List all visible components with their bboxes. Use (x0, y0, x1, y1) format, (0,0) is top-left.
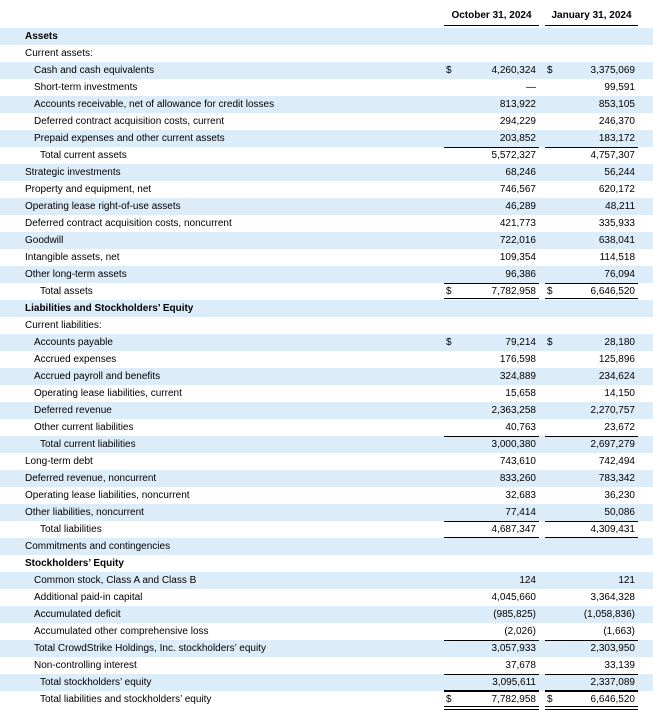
value-oct-2024: 176,598 (499, 354, 536, 365)
table-row (0, 487, 653, 504)
row-label: Non-controlling interest (34, 660, 137, 671)
table-row (0, 368, 653, 385)
value-oct-2024: 37,678 (505, 660, 536, 671)
value-jan-2024: 620,172 (598, 184, 635, 195)
value-jan-2024: (1,663) (603, 626, 635, 637)
value-jan-2024: 246,370 (598, 116, 635, 127)
row-label: Deferred revenue, noncurrent (25, 473, 157, 484)
value-oct-2024: 421,773 (499, 218, 536, 229)
value-oct-2024: 46,289 (505, 201, 536, 212)
table-row (0, 640, 653, 657)
row-label: Operating lease liabilities, current (34, 388, 182, 399)
value-jan-2024: 783,342 (598, 473, 635, 484)
table-row (0, 538, 653, 555)
row-label: Accrued expenses (34, 354, 117, 365)
table-row (0, 62, 653, 79)
value-jan-2024: 234,624 (598, 371, 635, 382)
row-label: Liabilities and Stockholders’ Equity (25, 303, 194, 314)
value-oct-2024: 32,683 (505, 490, 536, 501)
row-label: Total current assets (40, 150, 127, 161)
row-label: Short-term investments (34, 82, 138, 93)
table-row (0, 130, 653, 147)
row-label: Strategic investments (25, 167, 121, 178)
value-jan-2024: 33,139 (604, 660, 635, 671)
value-oct-2024: (2,026) (504, 626, 536, 637)
table-row (0, 198, 653, 215)
single-rule (444, 674, 539, 675)
row-label: Accumulated other comprehensive loss (34, 626, 209, 637)
value-jan-2024: 28,180 (604, 337, 635, 348)
value-oct-2024: 3,095,611 (492, 677, 536, 688)
row-label: Operating lease liabilities, noncurrent (25, 490, 190, 501)
value-jan-2024: 183,172 (598, 133, 635, 144)
value-oct-2024: 68,246 (505, 167, 536, 178)
row-label: Total assets (40, 286, 93, 297)
row-label: Operating lease right-of-use assets (25, 201, 181, 212)
row-label: Other liabilities, noncurrent (25, 507, 144, 518)
table-row (0, 351, 653, 368)
value-jan-2024: 3,364,328 (590, 592, 635, 603)
row-label: Other long-term assets (25, 269, 127, 280)
column-header-row (0, 6, 653, 28)
table-row (0, 28, 653, 45)
value-oct-2024: 4,260,324 (491, 65, 536, 76)
single-rule (545, 691, 638, 692)
value-jan-2024: 2,337,089 (590, 677, 635, 688)
table-row (0, 181, 653, 198)
value-oct-2024: — (526, 82, 536, 93)
currency-symbol: $ (547, 694, 553, 705)
value-oct-2024: 124 (519, 575, 536, 586)
single-rule (545, 436, 638, 437)
table-row (0, 45, 653, 62)
currency-symbol: $ (446, 337, 452, 348)
value-jan-2024: 4,757,307 (590, 150, 635, 161)
table-row (0, 79, 653, 96)
value-jan-2024: 56,244 (604, 167, 635, 178)
value-oct-2024: 4,045,660 (491, 592, 536, 603)
value-jan-2024: 48,211 (605, 201, 635, 212)
value-oct-2024: 7,782,958 (491, 286, 536, 297)
value-jan-2024: 36,230 (604, 490, 635, 501)
value-oct-2024: 746,567 (499, 184, 536, 195)
table-row (0, 215, 653, 232)
value-jan-2024: 121 (618, 575, 635, 586)
value-jan-2024: 99,591 (604, 82, 635, 93)
row-label: Prepaid expenses and other current assets (34, 133, 225, 144)
table-row (0, 691, 653, 708)
row-label: Common stock, Class A and Class B (34, 575, 197, 586)
table-row (0, 470, 653, 487)
row-label: Total liabilities and stockholders’ equity (40, 694, 212, 705)
value-oct-2024: 96,386 (505, 269, 536, 280)
value-jan-2024: 335,933 (598, 218, 635, 229)
row-label: Current assets: (25, 48, 93, 59)
row-label: Stockholders’ Equity (25, 558, 124, 569)
row-label: Deferred contract acquisition costs, current (34, 116, 225, 127)
value-oct-2024: (985,825) (493, 609, 536, 620)
currency-symbol: $ (547, 65, 553, 76)
row-label: Total liabilities (40, 524, 102, 535)
value-jan-2024: (1,058,836) (583, 609, 635, 620)
single-rule (545, 521, 638, 522)
column-header-jan-2024: January 31, 2024 (551, 10, 632, 21)
table-row (0, 453, 653, 470)
value-jan-2024: 125,896 (598, 354, 635, 365)
single-rule (545, 147, 638, 148)
table-row (0, 249, 653, 266)
value-jan-2024: 6,646,520 (590, 694, 635, 705)
value-oct-2024: 15,658 (505, 388, 536, 399)
table-row (0, 96, 653, 113)
value-jan-2024: 638,041 (598, 235, 635, 246)
value-oct-2024: 743,610 (499, 456, 536, 467)
row-label: Deferred contract acquisition costs, noncurrent (25, 218, 232, 229)
value-jan-2024: 14,150 (604, 388, 635, 399)
single-rule (444, 436, 539, 437)
row-label: Other current liabilities (34, 422, 134, 433)
table-row (0, 232, 653, 249)
table-row (0, 402, 653, 419)
value-oct-2024: 109,354 (499, 252, 536, 263)
single-rule (545, 640, 638, 641)
value-oct-2024: 4,687,347 (491, 524, 536, 535)
value-oct-2024: 79,214 (505, 337, 536, 348)
value-jan-2024: 2,270,757 (590, 405, 635, 416)
table-row (0, 504, 653, 521)
table-row (0, 385, 653, 402)
column-header-oct-2024: October 31, 2024 (451, 10, 532, 21)
row-label: Assets (25, 31, 58, 42)
header-rule (444, 25, 539, 26)
row-label: Total CrowdStrike Holdings, Inc. stockholders’ equity (34, 643, 266, 654)
value-oct-2024: 203,852 (499, 133, 536, 144)
row-label: Commitments and contingencies (25, 541, 171, 552)
table-row (0, 436, 653, 453)
double-rule (444, 706, 539, 710)
currency-symbol: $ (547, 337, 553, 348)
value-jan-2024: 50,086 (604, 507, 635, 518)
row-label: Intangible assets, net (25, 252, 120, 263)
table-row (0, 555, 653, 572)
single-rule (545, 674, 638, 675)
single-rule (444, 521, 539, 522)
value-oct-2024: 40,763 (505, 422, 536, 433)
row-label: Additional paid-in capital (34, 592, 143, 603)
table-row (0, 521, 653, 538)
row-label: Current liabilities: (25, 320, 102, 331)
value-jan-2024: 6,646,520 (590, 286, 635, 297)
row-label: Accumulated deficit (34, 609, 121, 620)
row-label: Total current liabilities (40, 439, 136, 450)
value-jan-2024: 4,309,431 (590, 524, 635, 535)
value-jan-2024: 853,105 (598, 99, 635, 110)
table-row (0, 147, 653, 164)
value-oct-2024: 3,000,380 (491, 439, 536, 450)
value-oct-2024: 3,057,933 (491, 643, 536, 654)
currency-symbol: $ (446, 65, 452, 76)
table-body (0, 28, 653, 708)
row-label: Accrued payroll and benefits (34, 371, 161, 382)
row-label: Goodwill (25, 235, 64, 246)
table-row (0, 674, 653, 691)
value-jan-2024: 742,494 (598, 456, 635, 467)
table-row (0, 113, 653, 130)
single-rule (444, 691, 539, 692)
table-row (0, 589, 653, 606)
value-jan-2024: 2,303,950 (590, 643, 635, 654)
single-rule (444, 640, 539, 641)
table-row (0, 623, 653, 640)
table-row (0, 334, 653, 351)
header-rule (545, 25, 638, 26)
table-row (0, 606, 653, 623)
table-row (0, 283, 653, 300)
table-row (0, 419, 653, 436)
table-row (0, 164, 653, 181)
value-oct-2024: 324,889 (499, 371, 536, 382)
currency-symbol: $ (547, 286, 553, 297)
row-label: Cash and cash equivalents (34, 65, 155, 76)
value-jan-2024: 23,672 (604, 422, 635, 433)
single-rule (444, 147, 539, 148)
row-label: Long-term debt (25, 456, 93, 467)
value-jan-2024: 2,697,279 (590, 439, 635, 450)
double-rule (545, 706, 638, 710)
value-oct-2024: 5,572,327 (491, 150, 536, 161)
row-label: Property and equipment, net (25, 184, 152, 195)
table-row (0, 266, 653, 283)
value-jan-2024: 114,518 (599, 252, 635, 263)
table-row (0, 300, 653, 317)
value-oct-2024: 2,363,258 (491, 405, 536, 416)
value-oct-2024: 294,229 (499, 116, 536, 127)
table-row (0, 317, 653, 334)
value-oct-2024: 77,414 (505, 507, 536, 518)
row-label: Deferred revenue (34, 405, 112, 416)
currency-symbol: $ (446, 286, 452, 297)
value-oct-2024: 813,922 (499, 99, 536, 110)
value-jan-2024: 76,094 (604, 269, 635, 280)
single-rule (545, 283, 638, 284)
table-row (0, 657, 653, 674)
value-oct-2024: 7,782,958 (491, 694, 536, 705)
currency-symbol: $ (446, 694, 452, 705)
row-label: Total stockholders’ equity (40, 677, 152, 688)
value-oct-2024: 722,016 (499, 235, 536, 246)
row-label: Accounts receivable, net of allowance for credit losses (34, 99, 275, 110)
table-row (0, 572, 653, 589)
single-rule (444, 283, 539, 284)
value-jan-2024: 3,375,069 (590, 65, 635, 76)
value-oct-2024: 833,260 (499, 473, 536, 484)
row-label: Accounts payable (34, 337, 113, 348)
